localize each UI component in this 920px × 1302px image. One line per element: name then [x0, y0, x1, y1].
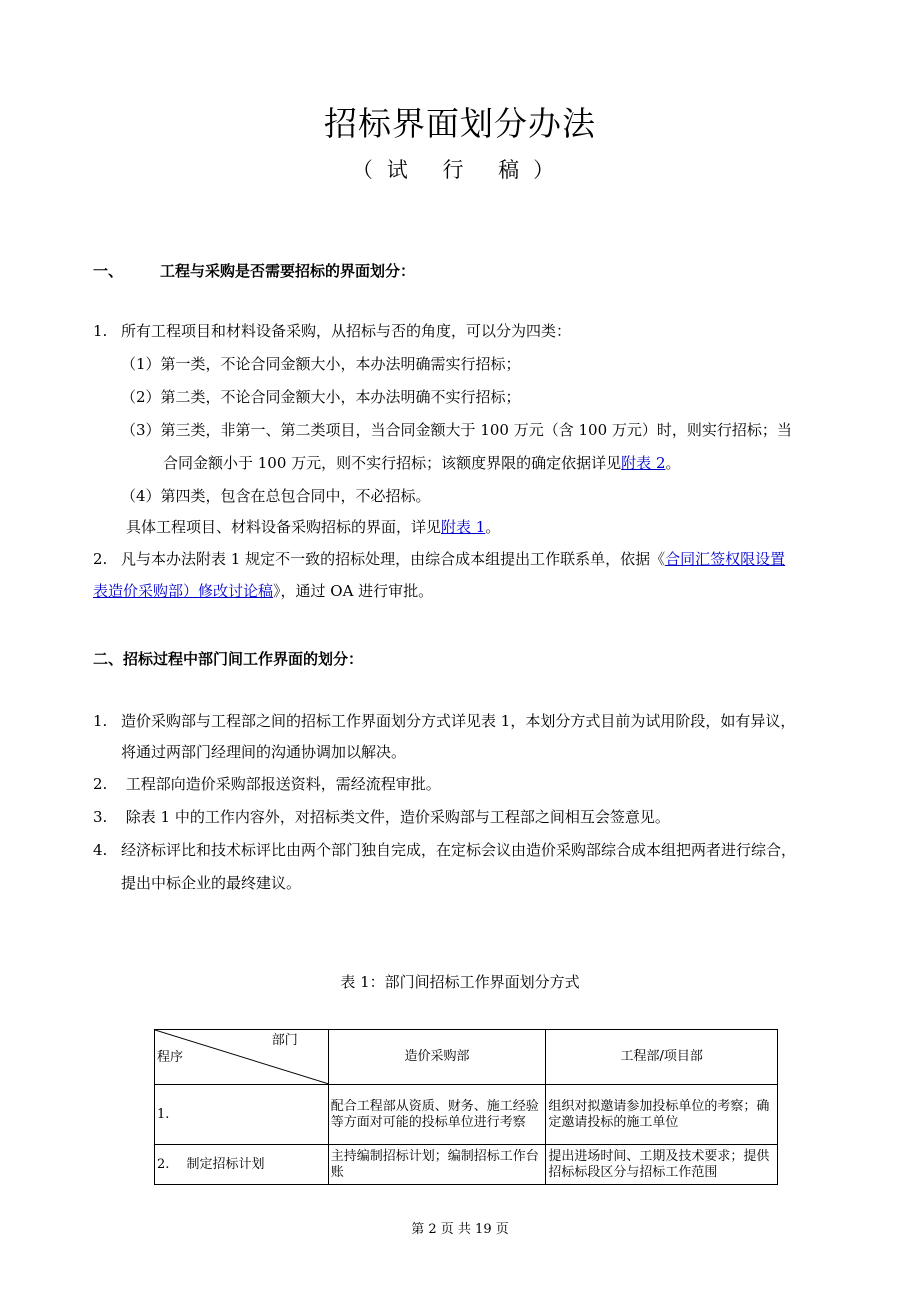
- list-number: 3.: [93, 808, 108, 826]
- section1-paragraph-2-continued: [93, 580, 433, 602]
- table-caption: 表 1：部门间招标工作界面划分方式: [340, 973, 580, 991]
- section1-heading: 工程与采购是否需要招标的界面划分：: [160, 262, 416, 280]
- contract-authority-link-continued[interactable]: 表造价采购部）修改讨论稿: [93, 582, 274, 600]
- step-cell: 2. 制定招标计划: [155, 1145, 329, 1185]
- category-item-1: （1）第一类，不论合同金额大小，本办法明确需实行招标；: [121, 355, 521, 373]
- cost-procurement-cell: 配合工程部从资质、财务、施工经验等方面对可能的投标单位进行考察: [328, 1085, 546, 1145]
- list-number: 2.: [93, 550, 108, 568]
- section2-item-4: [93, 839, 796, 861]
- table-header-row: [155, 1030, 778, 1085]
- column-header-cost-procurement: 造价采购部: [328, 1030, 546, 1085]
- section2-item-2: [93, 773, 441, 795]
- table-row: [155, 1085, 778, 1145]
- corner-procedure-label: 程序: [157, 1050, 184, 1065]
- engineering-cell: 组织对拟邀请参加投标单位的考察；确定邀请投标的施工单位: [546, 1085, 778, 1145]
- punctuation: 。: [665, 454, 681, 472]
- appendix-1-link[interactable]: 附表 1: [441, 518, 486, 536]
- division-table: [154, 1029, 778, 1185]
- list-number: 2.: [93, 775, 108, 793]
- paragraph-text: 工程部向造价采购部报送资料，需经流程审批。: [121, 775, 441, 793]
- appendix-2-link[interactable]: 附表 2: [621, 454, 666, 472]
- step-cell: 1.: [155, 1085, 329, 1145]
- section1-paragraph-1: [93, 320, 571, 342]
- paragraph-text: 经济标评比和技术标评比由两个部门独自完成，在定标会议由造价采购部综合成本组把两者进行综合，: [121, 841, 797, 859]
- paragraph-text: 具体工程项目、材料设备采购招标的界面，详见: [126, 518, 442, 536]
- page-footer: 第 2 页 共 19 页: [411, 1222, 509, 1237]
- paragraph-text: 造价采购部与工程部之间的招标工作界面划分方式详见表 1，本划分方式目前为试用阶段，如有异议，: [121, 712, 796, 730]
- category-item-2: （2）第二类，不论合同金额大小，本办法明确不实行招标；: [121, 388, 521, 406]
- table-row: [155, 1145, 778, 1185]
- punctuation: 。: [485, 518, 501, 536]
- paragraph-text: 所有工程项目和材料设备采购，从招标与否的角度，可以分为四类：: [121, 322, 572, 340]
- list-number: 1.: [93, 712, 108, 730]
- paragraph-text: 》，通过 OA 进行审批。: [273, 582, 434, 600]
- paragraph-text: 凡与本办法附表 1 规定不一致的招标处理，由综合成本组提出工作联系单，依据《: [121, 550, 666, 568]
- document-subtitle: （试 行 稿）: [351, 158, 569, 182]
- section1-heading-number: 一、: [93, 262, 124, 280]
- document-title: 招标界面划分办法: [324, 104, 596, 143]
- corner-department-label: 部门: [271, 1033, 298, 1048]
- paragraph-text: 除表 1 中的工作内容外，对招标类文件，造价采购部与工程部之间相互会签意见。: [121, 808, 670, 826]
- section2-heading: 二、招标过程中部门间工作界面的划分：: [93, 650, 364, 668]
- category-item-3-continued: [163, 452, 681, 474]
- section2-item-4-continued: 提出中标企业的最终建议。: [121, 874, 302, 892]
- list-number: 4.: [93, 841, 108, 859]
- section2-item-1: [93, 710, 795, 732]
- section1-paragraph-2: [93, 548, 785, 570]
- column-header-engineering: 工程部/项目部: [546, 1030, 778, 1085]
- category-item-3: （3）第三类，非第一、第二类项目，当合同金额大于 100 万元（含 100 万元）时，则实行招标；当: [121, 421, 792, 439]
- contract-authority-link[interactable]: 合同汇签权限设置: [665, 550, 786, 568]
- cost-procurement-cell: 主持编制招标计划；编制招标工作台账: [328, 1145, 546, 1185]
- section2-item-3: [93, 806, 670, 828]
- category-item-4: （4）第四类，包含在总包合同中，不必招标。: [121, 487, 431, 505]
- diagonal-header-cell: [155, 1030, 329, 1085]
- section2-item-1-continued: 将通过两部门经理间的沟通协调加以解决。: [121, 743, 407, 761]
- engineering-cell: 提出进场时间、工期及技术要求；提供招标标段区分与招标工作范围: [546, 1145, 778, 1185]
- paragraph-text: 合同金额小于 100 万元，则不实行招标；该额度界限的确定依据详见: [163, 454, 622, 472]
- detail-paragraph: [126, 516, 500, 538]
- list-number: 1.: [93, 322, 108, 340]
